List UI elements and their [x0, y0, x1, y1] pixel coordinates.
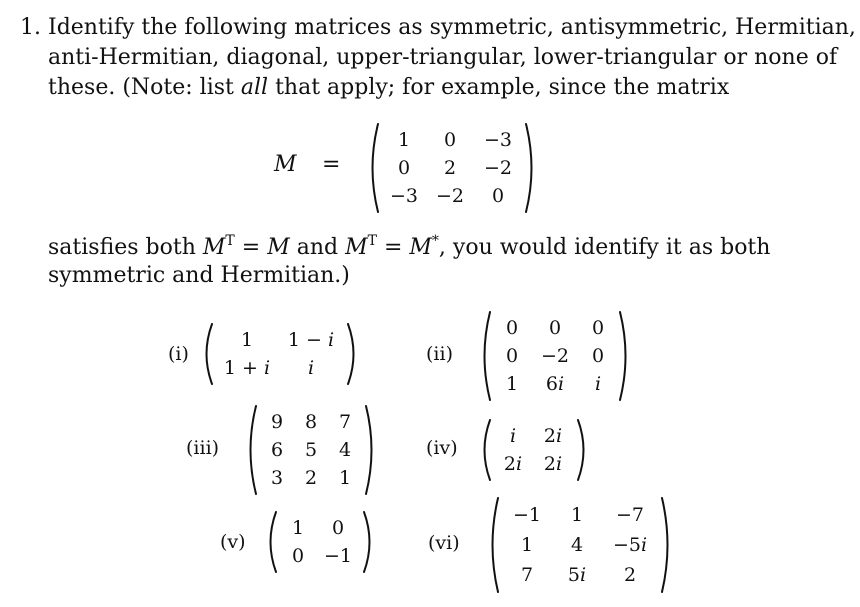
matrix-3-cell: 6	[270, 439, 284, 461]
imaginary-unit: i	[264, 357, 271, 379]
matrix-1-left-paren	[200, 322, 214, 386]
problem-line-3-pre: these. (Note: list	[48, 75, 241, 100]
imaginary-unit: i	[556, 425, 563, 447]
imaginary-unit: i	[516, 453, 523, 475]
matrix-2-left-paren	[478, 310, 492, 402]
matrix-4-left-paren	[478, 418, 492, 482]
line-4-m2: M	[267, 235, 290, 260]
matrix-2-cell: 0	[548, 317, 562, 339]
matrix-5-cell: 0	[331, 517, 345, 539]
matrix-5-left-paren	[264, 510, 278, 574]
example-matrix-cell: 0	[443, 129, 457, 151]
line-4-m1: M	[202, 235, 226, 260]
matrix-4-right-paren	[576, 418, 590, 482]
matrix-5-cell: −1	[323, 545, 352, 567]
problem-line-3-post: that apply; for example, since the matrix	[268, 75, 730, 100]
matrix-3-cell: 5	[304, 439, 318, 461]
matrix-5-cell: 0	[291, 545, 305, 567]
line-4-transpose-2: T	[367, 233, 377, 249]
matrix-1-right-paren	[346, 322, 360, 386]
problem-line-3-emphasis: all	[240, 75, 269, 100]
imaginary-unit: i	[509, 425, 517, 447]
example-equals-sign: =	[322, 152, 341, 177]
example-matrix-right-paren	[524, 122, 538, 214]
matrix-label: (vi)	[428, 532, 460, 554]
matrix-4-cell: 2i	[503, 453, 523, 475]
matrix-label: (ii)	[426, 343, 453, 365]
problem-number: 1.	[20, 15, 41, 40]
matrix-2-cell: 0	[505, 345, 519, 367]
matrix-label: (iii)	[186, 437, 220, 459]
matrix-3-cell: 3	[270, 467, 284, 489]
problem-line-4	[48, 234, 770, 262]
matrix-4-cell: 2i	[543, 453, 563, 475]
matrix-6-cell: −1	[512, 504, 541, 526]
line-4-text-a: satisfies both	[48, 235, 203, 260]
imaginary-unit: i	[640, 534, 648, 556]
matrix-5-right-paren	[362, 510, 376, 574]
matrix-1-cell	[278, 357, 344, 379]
matrix-3-cell: 9	[270, 411, 284, 433]
matrix-label: (iv)	[426, 437, 458, 459]
matrix-4-cell	[494, 425, 532, 447]
line-4-text-c: and	[289, 235, 346, 260]
line-4-text-d: =	[376, 235, 410, 260]
example-matrix-cell: 2	[443, 157, 457, 179]
matrix-6-cell: −7	[615, 504, 644, 526]
matrix-6-cell: 5i	[567, 564, 587, 586]
matrix-3-cell: 8	[304, 411, 318, 433]
example-matrix-cell: −3	[483, 129, 512, 151]
matrix-3-right-paren	[364, 404, 378, 496]
matrix-2-cell: −2	[540, 345, 569, 367]
example-matrix-cell: 0	[397, 157, 411, 179]
matrix-2-right-paren	[618, 310, 632, 402]
matrix-1-cell: 1 − i	[287, 329, 335, 351]
imaginary-unit: i	[328, 329, 335, 351]
problem-line-3	[48, 74, 729, 102]
matrix-3-cell: 2	[304, 467, 318, 489]
imaginary-unit: i	[558, 373, 565, 395]
matrix-2-cell: 0	[505, 317, 519, 339]
matrix-5-cell: 1	[291, 517, 305, 539]
example-matrix-cell: 0	[491, 185, 505, 207]
example-matrix-cell: −2	[483, 157, 512, 179]
matrix-1-cell: 1	[240, 329, 254, 351]
problem-line-5: symmetric and Hermitian.)	[48, 263, 350, 288]
matrix-6-cell: 1	[520, 534, 534, 556]
matrix-label: (i)	[168, 343, 189, 365]
matrix-6-cell: 4	[570, 534, 584, 556]
imaginary-unit: i	[594, 373, 602, 395]
matrix-3-cell: 1	[338, 467, 352, 489]
matrix-6-cell: 7	[520, 564, 534, 586]
line-4-m4: M	[409, 235, 432, 260]
line-4-text-e: , you would identify it as both	[438, 235, 771, 260]
matrix-6-right-paren	[660, 496, 674, 594]
example-matrix-cell: −3	[389, 185, 418, 207]
line-4-m3: M	[345, 235, 368, 260]
line-4-transpose-1: T	[225, 233, 235, 249]
matrix-6-left-paren	[486, 496, 500, 594]
matrix-6-cell: 1	[570, 504, 584, 526]
imaginary-unit: i	[556, 453, 563, 475]
matrix-4-cell: 2i	[543, 425, 563, 447]
problem-line-1: Identify the following matrices as symmetric, antisymmetric, Hermitian,	[48, 15, 856, 40]
example-matrix-cell: 1	[397, 129, 411, 151]
example-matrix-cell: −2	[435, 185, 464, 207]
line-4-text-b: =	[234, 235, 268, 260]
line-4-conjugate: *	[431, 233, 439, 249]
matrix-3-left-paren	[244, 404, 258, 496]
example-matrix-name: M	[274, 152, 297, 177]
matrix-2-cell: 0	[591, 345, 605, 367]
imaginary-unit: i	[580, 564, 587, 586]
imaginary-unit: i	[307, 357, 315, 379]
matrix-3-cell: 4	[338, 439, 352, 461]
matrix-2-cell: 6i	[545, 373, 565, 395]
matrix-6-cell: 2	[623, 564, 637, 586]
matrix-3-cell: 7	[338, 411, 352, 433]
matrix-2-cell	[580, 373, 616, 395]
problem-line-2: anti-Hermitian, diagonal, upper-triangular, lower-triangular or none of	[48, 45, 838, 70]
example-matrix-left-paren	[366, 122, 380, 214]
matrix-1-cell: 1 + i	[223, 357, 271, 379]
matrix-2-cell: 0	[591, 317, 605, 339]
matrix-2-cell: 1	[505, 373, 519, 395]
matrix-6-cell: −5i	[612, 534, 648, 556]
matrix-label: (v)	[220, 531, 246, 553]
